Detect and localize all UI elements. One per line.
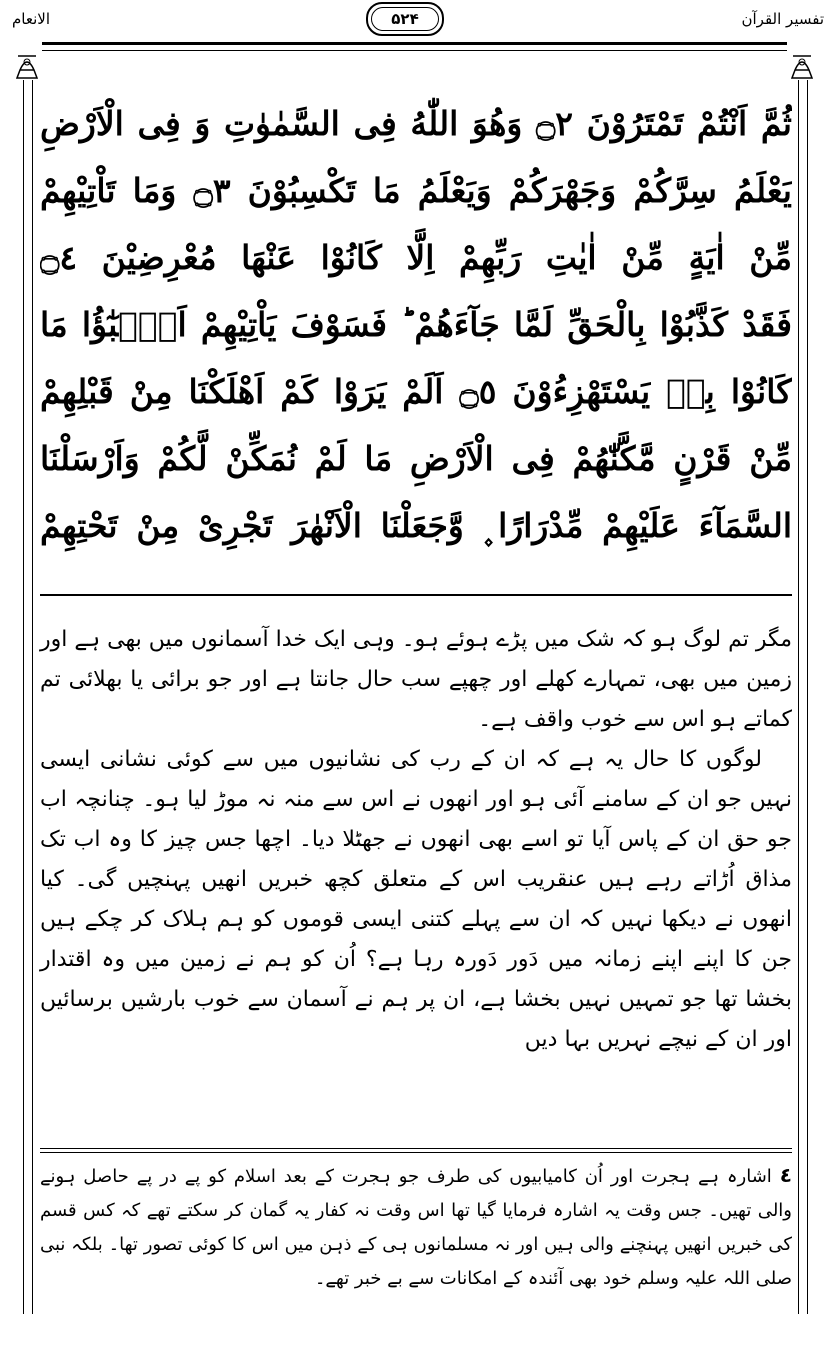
surah-name: الانعام [12, 10, 50, 28]
verse-line: كَانُوْا بِهٖ یَسْتَهْزِءُوْنَ ۝٥ اَلَمْ یَرَوْا كَمْ اَهْلَكْنَا مِنْ قَبْلِهِمْ [40, 372, 792, 411]
frame-top-border [42, 42, 787, 62]
verse-line: ثُمَّ اَنْتُمْ تَمْتَرُوْنَ ۝٢ وَهُوَ اللّٰهُ فِی السَّمٰوٰتِ وَ فِی الْاَرْضِ [40, 104, 792, 143]
translation-paragraph: مگر تم لوگ ہو کہ شک میں پڑے ہوئے ہو۔ وہی ایک خدا آسمانوں میں بھی ہے اور زمین میں بھی، تمہارے کھلے اور چھپے سب حال جانتا ہے اور جو برائی یا بھلائی تم کماتے ہو اس سے خوب واقف ہے۔ [40, 627, 792, 732]
pillar-capital-icon [791, 50, 813, 80]
footnote [40, 1158, 792, 1296]
right-pillar-ornament [791, 50, 813, 1334]
verse-line: یَعْلَمُ سِرَّكُمْ وَجَهْرَكُمْ وَیَعْلَمُ مَا تَكْسِبُوْنَ ۝٣ وَمَا تَاْتِیْهِمْ [40, 171, 792, 210]
pillar-capital-icon [16, 50, 38, 80]
book-title: تفسیر القرآن [741, 10, 824, 28]
verse-divider [40, 594, 792, 596]
footnote-marker: ٤ [779, 1163, 792, 1187]
verse-line: مِّنْ قَرْنٍ مَّكَّنّٰهُمْ فِی الْاَرْضِ مَا لَمْ نُمَكِّنْ لَّكُمْ وَاَرْسَلْنَا [40, 439, 792, 478]
verse-line: فَقَدْ كَذَّبُوْا بِالْحَقِّ لَمَّا جَآءَهُمْ ؕ فَسَوْفَ یَاْتِیْهِمْ اَنْۢبٰٓؤُا مَا [40, 305, 792, 344]
page-number: ۵۲۴ [391, 10, 419, 28]
footnote-text: اشارہ ہے ہجرت اور اُن کامیابیوں کی طرف جو ہجرت کے بعد اسلام کو پے در پے حاصل ہونے والی تھیں۔ جس وقت یہ اشارہ فرمایا گیا تھا اس وقت نہ کفار یہ گمان کر سکتے تھے کہ کس قسم کی خبریں انھیں پہنچنے والی ہیں اور نہ مسلمانوں ہی کے ذہن میں اس کا کوئی تصور تھا۔ بلکہ نبی صلی اللہ علیہ وسلم خود بھی آئندہ کے امکانات سے بے خبر تھے۔ [40, 1166, 792, 1289]
footnote-divider [40, 1148, 792, 1149]
translation-paragraph: لوگوں کا حال یہ ہے کہ ان کے رب کی نشانیوں میں سے کوئی نشانی ایسی نہیں جو ان کے سامنے آئی ہو اور انھوں نے اس سے منہ نہ موڑ لیا ہو۔ چنانچہ اب جو حق ان کے پاس آیا تو اسے بھی انھوں نے جھٹلا دیا۔ اچھا جس چیز کا وہ اب تک مذاق اُڑاتے رہے ہیں عنقریب اس کے متعلق کچھ خبریں انھیں پہنچیں گی۔ کیا انھوں نے دیکھا نہیں کہ ان سے پہلے کتنی ایسی قوموں کو ہم ہلاک کر چکے ہیں جن کا اپنے اپنے زمانہ میں دَور دَورہ رہا ہے؟ اُن کو ہم نے زمین میں وہ اقتدار بخشا تھا جو تمہیں نہیں بخشا ہے، ان پر ہم نے آسمان سے خوب بارشیں برسائیں اور ان کے نیچے نہریں بہا دیں [40, 747, 792, 1052]
arabic-verses [40, 90, 792, 559]
left-pillar-ornament [16, 50, 38, 1334]
verse-line: السَّمَآءَ عَلَیْهِمْ مِّدْرَارًا ۪ وَّجَعَلْنَا الْاَنْهٰرَ تَجْرِیْ مِنْ تَحْتِهِمْ [40, 506, 792, 545]
page-number-ornament [366, 2, 444, 36]
urdu-translation [40, 620, 792, 1060]
verse-line: مِّنْ اٰیَةٍ مِّنْ اٰیٰتِ رَبِّهِمْ اِلَّا كَانُوْا عَنْهَا مُعْرِضِیْنَ ۝٤ [40, 238, 792, 277]
